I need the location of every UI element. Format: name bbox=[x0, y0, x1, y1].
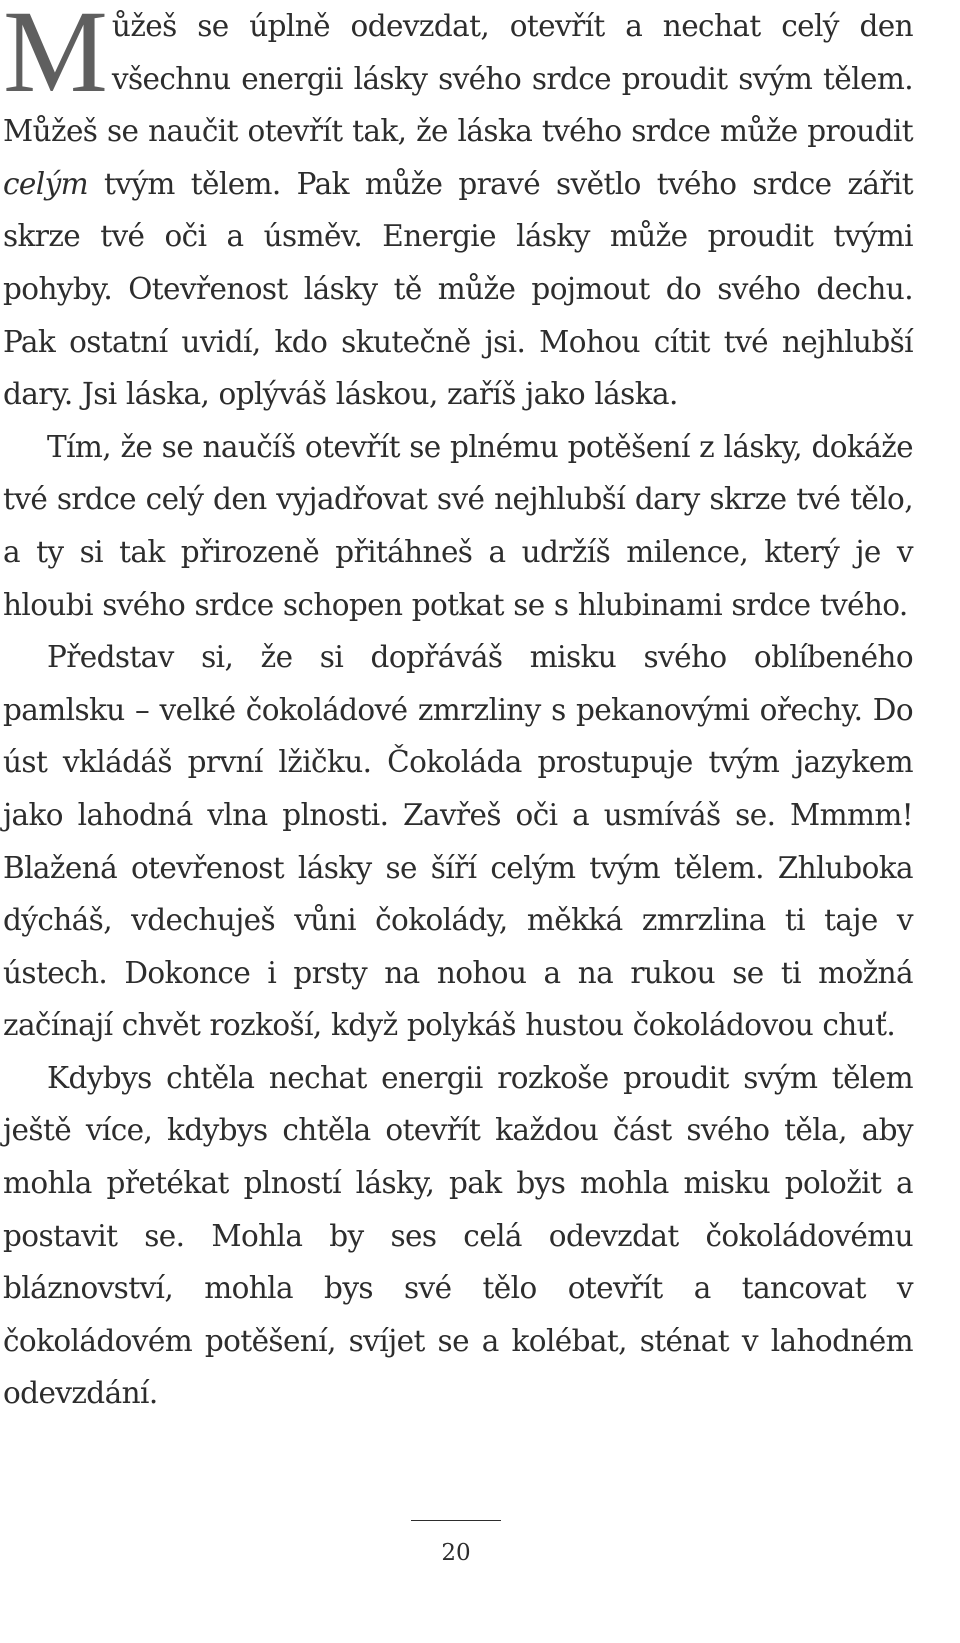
footer-rule bbox=[411, 1520, 501, 1521]
paragraph-1-emphasis: celým bbox=[3, 166, 89, 201]
paragraph-1-text-b: tvým tělem. Pak může pravé světlo tvého srdce zářit skrze tvé oči a úsměv. Energie lásky může proudit tvými pohyby. Otevřenost lásky tě může pojmout do svého dechu. Pak ostatní uvidí, kdo skutečně jsi. Mohou cítit tvé nejhlubší dary. Jsi láska, oplýváš láskou, zaříš jako láska. bbox=[3, 166, 913, 412]
paragraph-1-text-a: ůžeš se úplně odevzdat, otevřít a nechat celý den všechnu energii lásky svého srdce proudit svým tělem. Můžeš se naučit otevřít tak, že láska tvého srdce může proudit bbox=[3, 9, 913, 149]
paragraph-2: Tím, že se naučíš otevřít se plnému potěšení z lásky, dokáže tvé srdce celý den vyjadřovat své nejhlubší dary skrze tvé tělo, a ty si tak přirozeně přitáhneš a udržíš milence, který je v hloubi svého srdce schopen potkat se s hlubinami srdce tvého. bbox=[3, 429, 913, 622]
paragraph-3: Představ si, že si dopřáváš misku svého oblíbeného pamlsku – velké čokoládové zmrzliny s pekanovými ořechy. Do úst vkládáš první lžičku. Čokoláda prostupuje tvým jazykem jako lahodná vlna plnosti. Zavřeš oči a usmíváš se. Mmmm! Blažená otevřenost lásky se šíří celým tvým tělem. Zhluboka dýcháš, vdechuješ vůni čokolády, měkká zmrzlina ti taje v ústech. Dokonce i prsty na nohou a na rukou se ti možná začínají chvět rozkoší, když polykáš hustou čokoládovou chuť. bbox=[3, 640, 913, 1043]
dropcap-letter: M bbox=[3, 0, 108, 117]
paragraph-1 bbox=[3, 0, 913, 421]
paragraph-4: Kdybys chtěla nechat energii rozkoše proudit svým tělem ještě více, kdybys chtěla otevřít každou část svého těla, aby mohla přetékat plností lásky, pak bys mohla misku položit a postavit se. Mohla by ses celá odevzdat čokoládovému bláznovství, mohla bys své tělo otevřít a tancovat v čokoládovém potěšení, svíjet se a kolébat, sténat v lahodném odevzdání. bbox=[3, 1060, 913, 1411]
page-number: 20 bbox=[441, 1540, 471, 1566]
page-text-block bbox=[3, 0, 913, 1420]
